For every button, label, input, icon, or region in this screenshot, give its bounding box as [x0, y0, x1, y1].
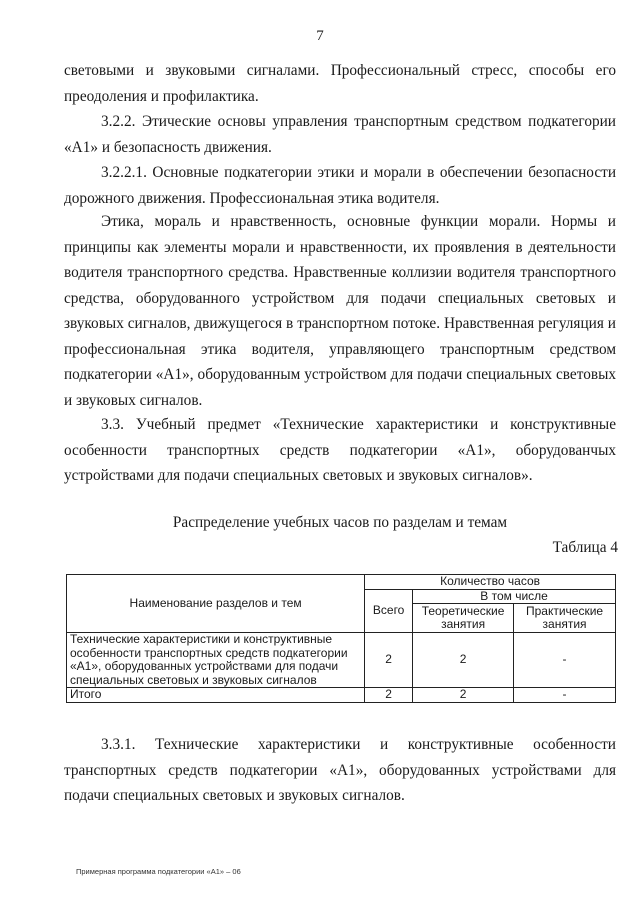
row-name: Технические характеристики и конструктивные особенности транспортных средств подкатегории «А1», оборудованных устройствами для подачи специальных световых и звуковых сигналов [67, 633, 365, 688]
header-total: Всего [365, 589, 413, 633]
total-name: Итого [67, 688, 365, 703]
total-theory: 2 [413, 688, 514, 703]
hours-table [66, 574, 616, 703]
row-practice: - [514, 633, 616, 688]
footer-text: Примерная программа подкатегории «А1» – 06 [76, 867, 241, 876]
table-total-row [67, 688, 616, 703]
paragraph-subject-heading: 3.3. Учебный предмет «Технические характеристики и конструктивные особенности транспортных средств подкатегории «А1», оборудованчых устройствами для подачи специальных световых и звуковых сигналов». [64, 416, 616, 484]
header-hours: Количество часов [365, 575, 616, 590]
table-title: Распределение учебных часов по разделам и темам [172, 514, 508, 531]
header-theory: Теоретические занятия [413, 604, 514, 633]
table-row [67, 633, 616, 688]
header-including: В том числе [413, 589, 616, 604]
row-theory: 2 [413, 633, 514, 688]
table-label: Таблица 4 [552, 539, 618, 556]
header-practice: Практические занятия [514, 604, 616, 633]
header-name: Наименование разделов и тем [67, 575, 365, 633]
total-practice: - [514, 688, 616, 703]
row-total: 2 [365, 633, 413, 688]
page-number: 7 [316, 28, 324, 44]
total-total: 2 [365, 688, 413, 703]
table-header-row [67, 575, 616, 590]
paragraph-ethics-subheading: 3.2.2.1. Основные подкатегории этики и морали в обеспечении безопасности дорожного движения. Профессиональная этика водителя. [64, 164, 616, 207]
paragraph-subject-topic: 3.3.1. Технические характеристики и конструктивные особенности транспортных средств подкатегории «А1», оборудованных устройствами для подачи специальных световых и звуковых сигналов. [64, 736, 616, 804]
paragraph-stress: световыми и звуковыми сигналами. Профессиональный стресс, способы его преодоления и профилактика. [64, 62, 616, 105]
paragraph-ethics-heading: 3.2.2. Этические основы управления транспортным средством подкатегории «А1» и безопасность движения. [64, 113, 616, 156]
paragraph-ethics-body: Этика, мораль и нравственность, основные функции морали. Нормы и принципы как элементы морали и нравственности, их проявления в деятельности водителя транспортного средства. Нравственные коллизии водителя транспортного средства, оборудованного устройством для подачи специальных световых и звуковых сигналов, движущегося в транспортном потоке. Нравственная регуляция и профессиональная этика водителя, управляющего транспортным средством подкатегории «А1», оборудованным устройством для подачи специальных световых и звуковых сигналов. [64, 213, 616, 409]
